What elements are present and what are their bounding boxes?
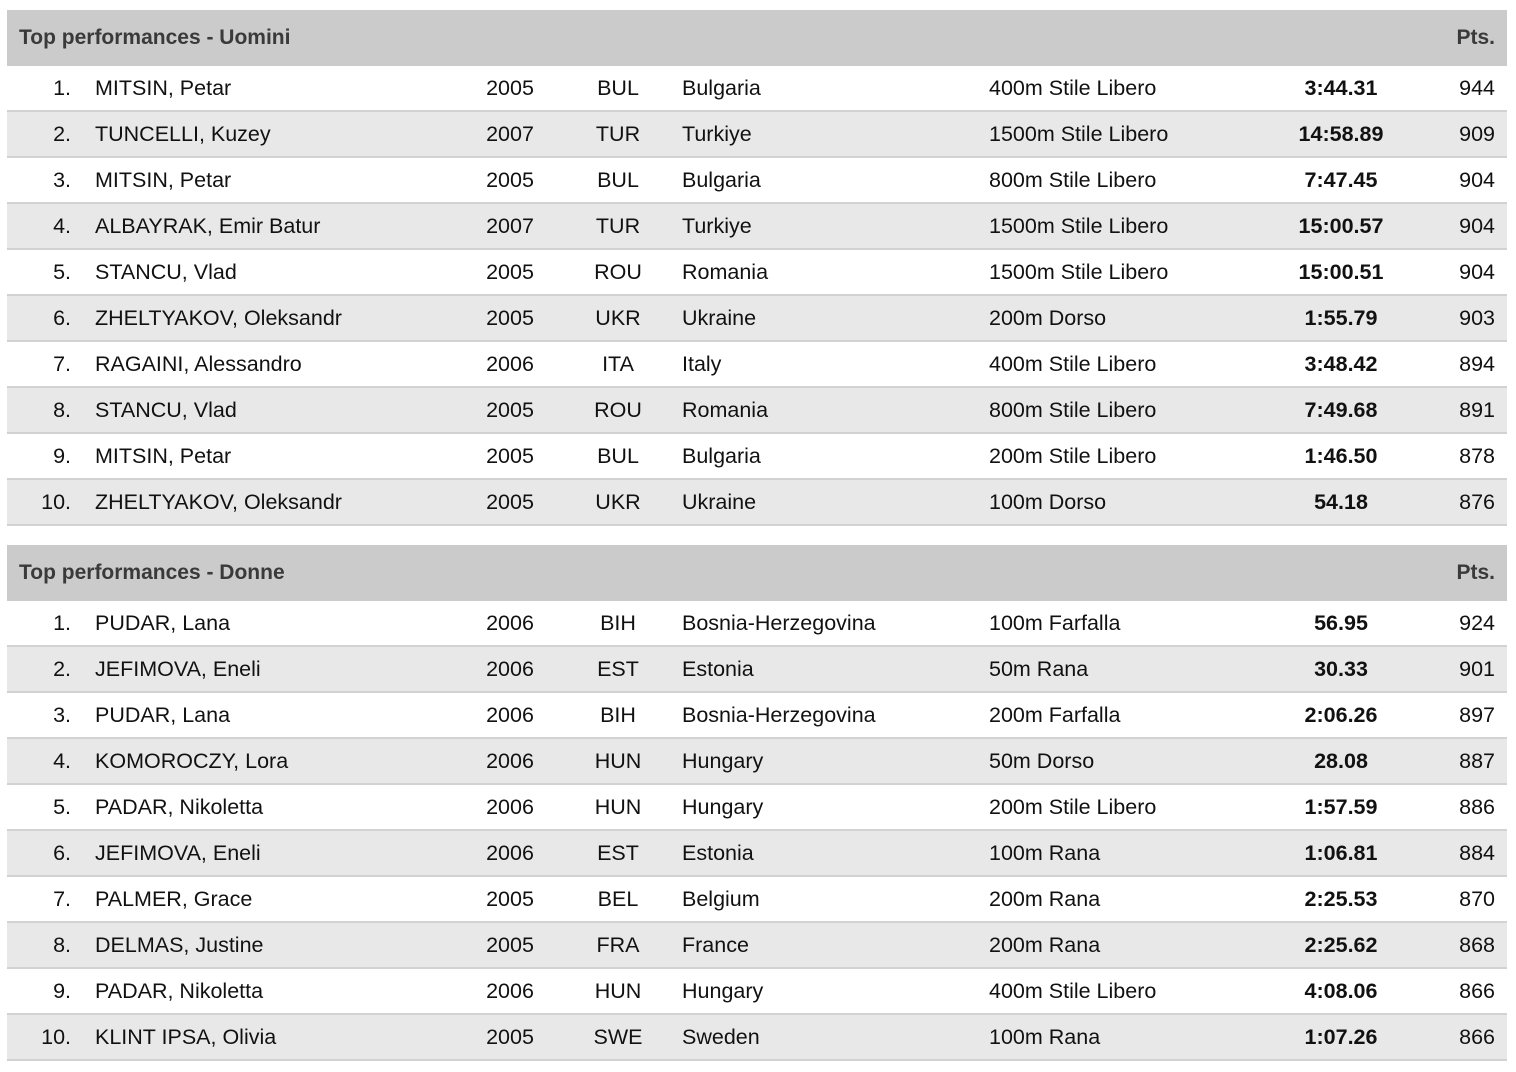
table-row (7, 1015, 1507, 1061)
event-name: 200m Stile Libero (989, 795, 1157, 819)
athlete-name: KOMOROCZY, Lora (95, 749, 289, 773)
time-result: 2:06.26 (1304, 703, 1378, 727)
birth-year: 2005 (486, 1025, 534, 1049)
time-result: 1:07.26 (1304, 1025, 1378, 1049)
birth-year: 2006 (486, 611, 534, 635)
athlete-name: PUDAR, Lana (95, 611, 231, 635)
table-header (7, 545, 1507, 601)
time-result: 30.33 (1314, 657, 1368, 681)
points-value: 866 (1459, 979, 1495, 1003)
country-name: Bosnia-Herzegovina (682, 611, 876, 635)
table-title: Top performances - Donne (19, 561, 285, 584)
time-result: 15:00.51 (1298, 260, 1384, 284)
table-row (7, 739, 1507, 785)
points-value: 924 (1459, 611, 1495, 635)
table-row (7, 250, 1507, 296)
rank-cell: 10. (41, 490, 71, 514)
points-value: 944 (1459, 76, 1495, 100)
points-value: 904 (1459, 260, 1495, 284)
country-code: TUR (595, 122, 641, 146)
country-code: BEL (597, 887, 639, 911)
athlete-name: TUNCELLI, Kuzey (95, 122, 271, 146)
birth-year: 2006 (486, 703, 534, 727)
points-value: 886 (1459, 795, 1495, 819)
points-value: 876 (1459, 490, 1495, 514)
time-result: 56.95 (1314, 611, 1368, 635)
rank-cell: 8. (53, 398, 71, 422)
points-value: 904 (1459, 168, 1495, 192)
time-result: 1:46.50 (1304, 444, 1378, 468)
table-body (7, 601, 1507, 1061)
birth-year: 2006 (486, 749, 534, 773)
event-name: 50m Rana (989, 657, 1089, 681)
table-row (7, 204, 1507, 250)
event-name: 100m Dorso (989, 490, 1107, 514)
birth-year: 2007 (486, 122, 534, 146)
event-name: 1500m Stile Libero (989, 260, 1169, 284)
rank-cell: 4. (53, 749, 71, 773)
rank-cell: 5. (53, 260, 71, 284)
country-code: HUN (594, 795, 642, 819)
table-row (7, 296, 1507, 342)
birth-year: 2005 (486, 168, 534, 192)
rank-cell: 3. (53, 168, 71, 192)
birth-year: 2005 (486, 490, 534, 514)
athlete-name: PUDAR, Lana (95, 703, 231, 727)
athlete-name: ZHELTYAKOV, Oleksandr (95, 306, 342, 330)
country-name: Belgium (682, 887, 760, 911)
birth-year: 2007 (486, 214, 534, 238)
athlete-name: PADAR, Nikoletta (95, 795, 264, 819)
table-row (7, 969, 1507, 1015)
rank-cell: 9. (53, 979, 71, 1003)
points-value: 891 (1459, 398, 1495, 422)
rank-cell: 8. (53, 933, 71, 957)
time-result: 7:49.68 (1304, 398, 1378, 422)
country-name: Bulgaria (682, 168, 761, 192)
event-name: 200m Rana (989, 933, 1101, 957)
points-value: 897 (1459, 703, 1495, 727)
birth-year: 2005 (486, 444, 534, 468)
country-name: Estonia (682, 841, 754, 865)
country-code: SWE (593, 1025, 643, 1049)
table-row (7, 831, 1507, 877)
event-name: 100m Rana (989, 1025, 1101, 1049)
country-code: BUL (597, 168, 639, 192)
birth-year: 2006 (486, 657, 534, 681)
rank-cell: 7. (53, 887, 71, 911)
country-code: EST (597, 841, 639, 865)
event-name: 200m Rana (989, 887, 1101, 911)
event-name: 100m Rana (989, 841, 1101, 865)
women-performances-table (7, 545, 1507, 1061)
table-row (7, 601, 1507, 647)
table-row (7, 877, 1507, 923)
country-name: Ukraine (682, 306, 757, 330)
athlete-name: ALBAYRAK, Emir Batur (95, 214, 321, 238)
country-code: EST (597, 657, 639, 681)
country-name: Turkiye (682, 122, 752, 146)
athlete-name: DELMAS, Justine (95, 933, 264, 957)
country-name: Hungary (682, 749, 764, 773)
table-row (7, 342, 1507, 388)
country-code: ROU (594, 398, 642, 422)
athlete-name: STANCU, Vlad (95, 260, 237, 284)
country-code: BUL (597, 76, 639, 100)
birth-year: 2005 (486, 306, 534, 330)
event-name: 50m Dorso (989, 749, 1095, 773)
rank-cell: 1. (53, 76, 71, 100)
country-code: HUN (594, 749, 642, 773)
time-result: 1:55.79 (1304, 306, 1378, 330)
country-name: Bulgaria (682, 444, 761, 468)
athlete-name: STANCU, Vlad (95, 398, 237, 422)
country-code: BIH (600, 611, 636, 635)
time-result: 14:58.89 (1298, 122, 1384, 146)
event-name: 400m Stile Libero (989, 979, 1157, 1003)
rank-cell: 10. (41, 1025, 71, 1049)
table-row (7, 388, 1507, 434)
country-name: Italy (682, 352, 722, 376)
athlete-name: RAGAINI, Alessandro (95, 352, 302, 376)
table-row (7, 434, 1507, 480)
event-name: 1500m Stile Libero (989, 214, 1169, 238)
birth-year: 2005 (486, 398, 534, 422)
event-name: 1500m Stile Libero (989, 122, 1169, 146)
event-name: 400m Stile Libero (989, 76, 1157, 100)
time-result: 1:06.81 (1304, 841, 1378, 865)
points-value: 901 (1459, 657, 1495, 681)
event-name: 200m Stile Libero (989, 444, 1157, 468)
athlete-name: ZHELTYAKOV, Oleksandr (95, 490, 342, 514)
athlete-name: MITSIN, Petar (95, 444, 232, 468)
country-name: Romania (682, 260, 769, 284)
birth-year: 2006 (486, 841, 534, 865)
table-row (7, 158, 1507, 204)
time-result: 3:44.31 (1304, 76, 1378, 100)
time-result: 3:48.42 (1304, 352, 1378, 376)
points-value: 903 (1459, 306, 1495, 330)
time-result: 28.08 (1314, 749, 1368, 773)
birth-year: 2005 (486, 933, 534, 957)
points-value: 909 (1459, 122, 1495, 146)
birth-year: 2005 (486, 76, 534, 100)
athlete-name: PALMER, Grace (95, 887, 253, 911)
rank-cell: 6. (53, 841, 71, 865)
birth-year: 2006 (486, 795, 534, 819)
rank-cell: 3. (53, 703, 71, 727)
event-name: 200m Farfalla (989, 703, 1121, 727)
time-result: 15:00.57 (1298, 214, 1384, 238)
athlete-name: PADAR, Nikoletta (95, 979, 264, 1003)
country-name: Bulgaria (682, 76, 761, 100)
points-value: 866 (1459, 1025, 1495, 1049)
birth-year: 2005 (486, 887, 534, 911)
rank-cell: 2. (53, 122, 71, 146)
rank-cell: 1. (53, 611, 71, 635)
country-name: Hungary (682, 979, 764, 1003)
table-row (7, 480, 1507, 526)
birth-year: 2005 (486, 260, 534, 284)
country-name: Turkiye (682, 214, 752, 238)
points-value: 868 (1459, 933, 1495, 957)
event-name: 400m Stile Libero (989, 352, 1157, 376)
athlete-name: JEFIMOVA, Eneli (95, 657, 261, 681)
time-result: 2:25.62 (1304, 933, 1378, 957)
event-name: 200m Dorso (989, 306, 1107, 330)
table-title: Top performances - Uomini (19, 26, 291, 49)
time-result: 7:47.45 (1304, 168, 1378, 192)
points-value: 878 (1459, 444, 1495, 468)
country-name: Estonia (682, 657, 754, 681)
country-name: Hungary (682, 795, 764, 819)
points-column-header: Pts. (1456, 26, 1495, 49)
country-name: Bosnia-Herzegovina (682, 703, 876, 727)
athlete-name: KLINT IPSA, Olivia (95, 1025, 277, 1049)
table-row (7, 647, 1507, 693)
country-code: BUL (597, 444, 639, 468)
rank-cell: 7. (53, 352, 71, 376)
birth-year: 2006 (486, 979, 534, 1003)
men-performances-table (7, 10, 1507, 526)
birth-year: 2006 (486, 352, 534, 376)
athlete-name: MITSIN, Petar (95, 76, 232, 100)
table-row (7, 693, 1507, 739)
table-body (7, 66, 1507, 526)
points-column-header: Pts. (1456, 561, 1495, 584)
country-code: ROU (594, 260, 642, 284)
table-row (7, 66, 1507, 112)
event-name: 800m Stile Libero (989, 168, 1157, 192)
time-result: 54.18 (1314, 490, 1368, 514)
rank-cell: 2. (53, 657, 71, 681)
time-result: 2:25.53 (1304, 887, 1378, 911)
points-value: 870 (1459, 887, 1495, 911)
country-name: Ukraine (682, 490, 757, 514)
country-code: TUR (595, 214, 641, 238)
rank-cell: 4. (53, 214, 71, 238)
athlete-name: MITSIN, Petar (95, 168, 232, 192)
rank-cell: 6. (53, 306, 71, 330)
country-code: HUN (594, 979, 642, 1003)
points-value: 904 (1459, 214, 1495, 238)
athlete-name: JEFIMOVA, Eneli (95, 841, 261, 865)
country-name: France (682, 933, 749, 957)
time-result: 1:57.59 (1304, 795, 1378, 819)
table-row (7, 923, 1507, 969)
points-value: 894 (1459, 352, 1495, 376)
country-code: BIH (600, 703, 636, 727)
country-code: ITA (602, 352, 634, 376)
table-row (7, 785, 1507, 831)
points-value: 884 (1459, 841, 1495, 865)
time-result: 4:08.06 (1304, 979, 1378, 1003)
country-code: UKR (595, 306, 641, 330)
rank-cell: 9. (53, 444, 71, 468)
country-name: Sweden (682, 1025, 760, 1049)
event-name: 800m Stile Libero (989, 398, 1157, 422)
table-row (7, 112, 1507, 158)
points-value: 887 (1459, 749, 1495, 773)
country-code: UKR (595, 490, 641, 514)
country-code: FRA (596, 933, 640, 957)
country-name: Romania (682, 398, 769, 422)
table-header (7, 10, 1507, 66)
rank-cell: 5. (53, 795, 71, 819)
event-name: 100m Farfalla (989, 611, 1121, 635)
